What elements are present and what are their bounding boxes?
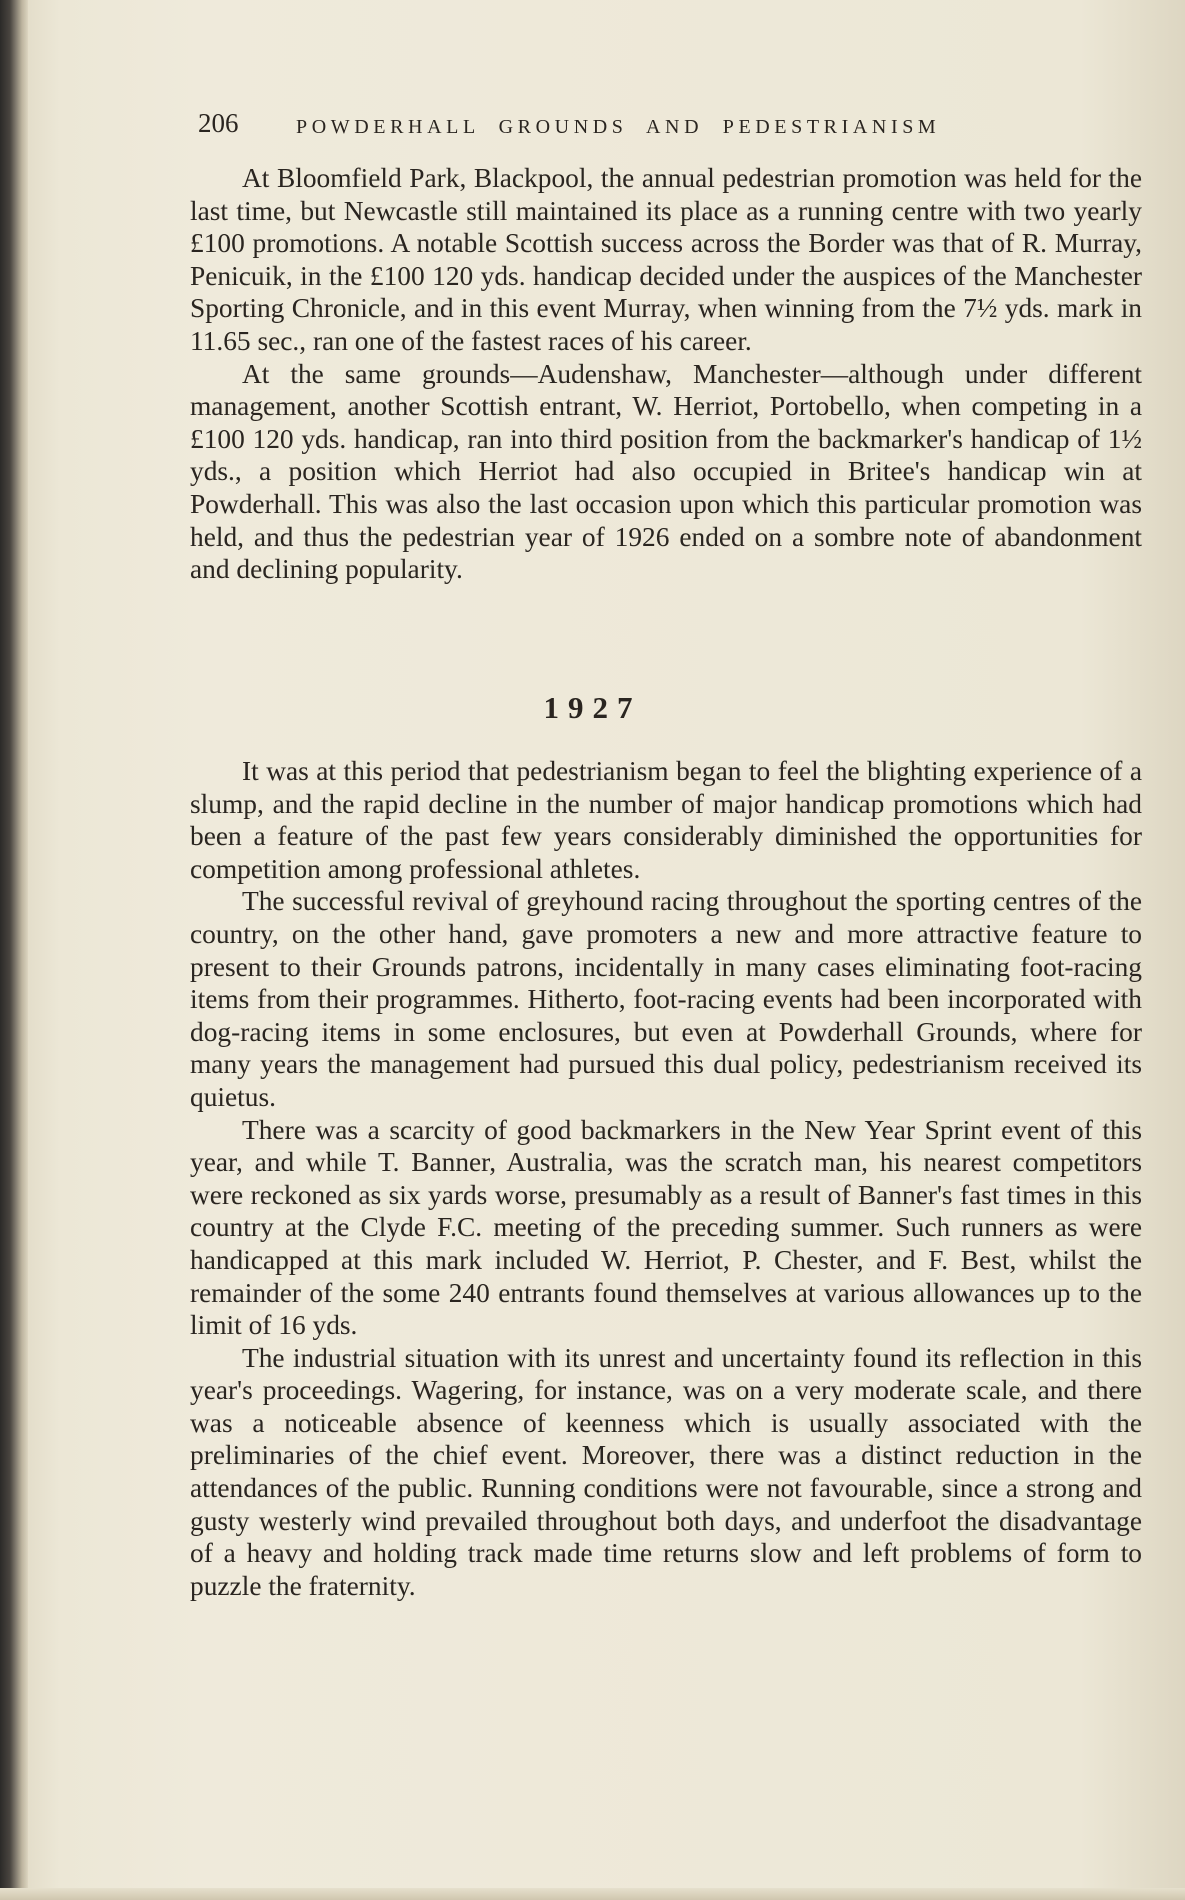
book-spine-shadow <box>0 0 28 1900</box>
page-bottom-edge <box>0 1888 1185 1900</box>
text-block-1926 <box>190 162 1142 586</box>
page-number: 206 <box>198 108 239 138</box>
paragraph: There was a scarcity of good backmarkers in the New Year Sprint event of this year, and while T. Banner, Australia, was the scratch man, his nearest competitors were reckoned as six yards worse, presumably as a result of Banner's fast times in this country at the Clyde F.C. meeting of the preceding summer. Such runners as were handicapped at this mark included W. Herriot, P. Chester, and F. Best, whilst the remainder of the some 240 entrants found themselves at various allowances up to the limit of 16 yds. <box>190 1114 1142 1341</box>
section-heading-year: 1927 <box>543 690 642 725</box>
paragraph: At the same grounds—Audenshaw, Manchester—although under different management, another Scottish entrant, W. Herriot, Portobello, when competing in a £100 120 yds. handicap, ran into third position from the backmarker's handicap of 1½ yds., a position which Herriot had also occupied in Britee's handicap win at Powderhall. This was also the last occasion upon which this particular promotion was held, and thus the pedestrian year of 1926 ended on a sombre note of abandonment and declining popularity. <box>190 358 1142 585</box>
text-block-1927 <box>190 755 1142 1602</box>
running-head: POWDERHALL GROUNDS AND PEDESTRIANISM <box>296 116 941 138</box>
paragraph: It was at this period that pedestrianism began to feel the blighting experience of a slump, and the rapid decline in the number of major handicap promotions which had been a feature of the past few years considerably diminished the opportunities for competition among professional athletes. <box>190 756 1142 884</box>
paragraph: The industrial situation with its unrest and uncertainty found its reflection in this year's proceedings. Wagering, for instance, was on a very moderate scale, and there was a noticeable absence of keenness which is usually associated with the preliminaries of the chief event. Moreover, there was a distinct reduction in the attendances of the public. Running conditions were not favourable, since a strong and gusty westerly wind prevailed throughout both days, and underfoot the disadvantage of a heavy and holding track made time returns slow and left problems of form to puzzle the fraternity. <box>190 1342 1142 1601</box>
page-header <box>198 104 1058 144</box>
paragraph: At Bloomfield Park, Blackpool, the annual pedestrian promotion was held for the last time, but Newcastle still maintained its place as a running centre with two yearly £100 promotions. A notable Scottish success across the Border was that of R. Murray, Penicuik, in the £100 120 yds. handicap decided under the auspices of the Manchester Sporting Chronicle, and in this event Murray, when winning from the 7½ yds. mark in 11.65 sec., ran one of the fastest races of his career. <box>190 163 1142 356</box>
paragraph: The successful revival of greyhound racing throughout the sporting centres of the country, on the other hand, gave promoters a new and more attractive feature to present to their Grounds patrons, incidentally in many cases eliminating foot-racing items from their programmes. Hitherto, foot-racing events had been incorporated with dog-racing items in some enclosures, but even at Powderhall Grounds, where for many years the management had pursued this dual policy, pedestrianism received its quietus. <box>190 886 1142 1112</box>
